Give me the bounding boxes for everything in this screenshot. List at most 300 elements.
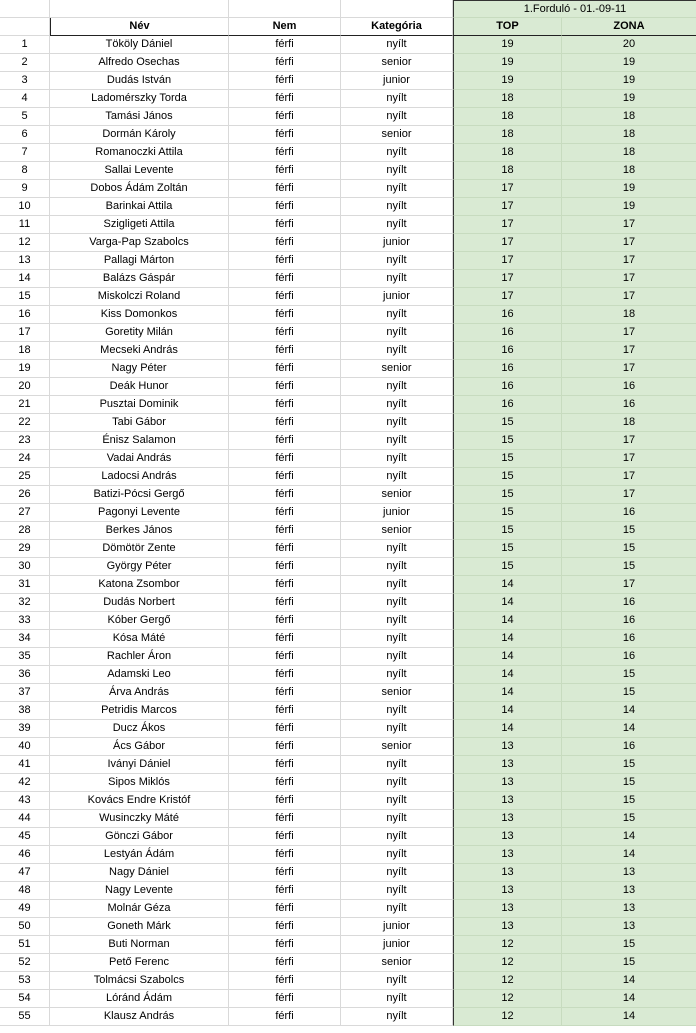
zona-score-cell[interactable]: 13 (562, 918, 696, 936)
row-number-cell[interactable]: 42 (0, 774, 50, 792)
top-score-cell[interactable]: 15 (453, 450, 562, 468)
top-score-cell[interactable]: 13 (453, 774, 562, 792)
category-cell[interactable]: senior (341, 54, 453, 72)
name-cell[interactable]: Ladocsi András (50, 468, 229, 486)
name-cell[interactable]: Ducz Ákos (50, 720, 229, 738)
name-cell[interactable]: Sipos Miklós (50, 774, 229, 792)
row-number-header[interactable] (0, 18, 50, 36)
top-score-cell[interactable]: 12 (453, 936, 562, 954)
zona-score-cell[interactable]: 17 (562, 288, 696, 306)
category-cell[interactable]: nyílt (341, 900, 453, 918)
top-score-cell[interactable]: 19 (453, 36, 562, 54)
zona-score-cell[interactable]: 13 (562, 900, 696, 918)
row-number-cell[interactable]: 3 (0, 72, 50, 90)
top-score-cell[interactable]: 13 (453, 792, 562, 810)
row-number-cell[interactable]: 15 (0, 288, 50, 306)
gender-cell[interactable]: férfi (229, 414, 341, 432)
name-cell[interactable]: Tabi Gábor (50, 414, 229, 432)
top-score-cell[interactable]: 15 (453, 522, 562, 540)
name-cell[interactable]: Miskolczi Roland (50, 288, 229, 306)
category-cell[interactable]: nyílt (341, 576, 453, 594)
zona-score-cell[interactable]: 18 (562, 414, 696, 432)
empty-cell[interactable] (0, 0, 50, 18)
name-cell[interactable]: Goretity Milán (50, 324, 229, 342)
gender-cell[interactable]: férfi (229, 936, 341, 954)
row-number-cell[interactable]: 21 (0, 396, 50, 414)
gender-cell[interactable]: férfi (229, 198, 341, 216)
name-cell[interactable]: Romanoczki Attila (50, 144, 229, 162)
name-cell[interactable]: Dormán Károly (50, 126, 229, 144)
zona-score-cell[interactable]: 17 (562, 468, 696, 486)
row-number-cell[interactable]: 17 (0, 324, 50, 342)
row-number-cell[interactable]: 14 (0, 270, 50, 288)
name-cell[interactable]: Molnár Géza (50, 900, 229, 918)
top-score-cell[interactable]: 17 (453, 198, 562, 216)
row-number-cell[interactable]: 10 (0, 198, 50, 216)
zona-score-cell[interactable]: 15 (562, 792, 696, 810)
row-number-cell[interactable]: 34 (0, 630, 50, 648)
top-score-cell[interactable]: 13 (453, 810, 562, 828)
top-score-cell[interactable]: 18 (453, 126, 562, 144)
name-cell[interactable]: Balázs Gáspár (50, 270, 229, 288)
gender-cell[interactable]: férfi (229, 162, 341, 180)
name-cell[interactable]: Dudás István (50, 72, 229, 90)
row-number-cell[interactable]: 40 (0, 738, 50, 756)
name-cell[interactable]: Buti Norman (50, 936, 229, 954)
category-cell[interactable]: senior (341, 126, 453, 144)
gender-cell[interactable]: férfi (229, 900, 341, 918)
row-number-cell[interactable]: 12 (0, 234, 50, 252)
top-score-cell[interactable]: 15 (453, 558, 562, 576)
gender-cell[interactable]: férfi (229, 252, 341, 270)
zona-score-cell[interactable]: 15 (562, 756, 696, 774)
top-score-cell[interactable]: 12 (453, 972, 562, 990)
row-number-cell[interactable]: 37 (0, 684, 50, 702)
category-cell[interactable]: senior (341, 684, 453, 702)
gender-cell[interactable]: férfi (229, 702, 341, 720)
row-number-cell[interactable]: 35 (0, 648, 50, 666)
name-cell[interactable]: Kósa Máté (50, 630, 229, 648)
gender-cell[interactable]: férfi (229, 180, 341, 198)
gender-cell[interactable]: férfi (229, 738, 341, 756)
row-number-cell[interactable]: 4 (0, 90, 50, 108)
zona-score-cell[interactable]: 14 (562, 1008, 696, 1026)
gender-cell[interactable]: férfi (229, 450, 341, 468)
category-cell[interactable]: nyílt (341, 180, 453, 198)
category-cell[interactable]: junior (341, 234, 453, 252)
zona-score-cell[interactable]: 20 (562, 36, 696, 54)
category-cell[interactable]: nyílt (341, 414, 453, 432)
name-cell[interactable]: Varga-Pap Szabolcs (50, 234, 229, 252)
top-score-cell[interactable]: 12 (453, 954, 562, 972)
top-score-cell[interactable]: 14 (453, 630, 562, 648)
zona-score-cell[interactable]: 17 (562, 486, 696, 504)
category-cell[interactable]: nyílt (341, 720, 453, 738)
category-cell[interactable]: nyílt (341, 144, 453, 162)
zona-score-cell[interactable]: 17 (562, 342, 696, 360)
name-cell[interactable]: Énisz Salamon (50, 432, 229, 450)
name-cell[interactable]: Barinkai Attila (50, 198, 229, 216)
top-score-cell[interactable]: 16 (453, 324, 562, 342)
top-score-cell[interactable]: 18 (453, 108, 562, 126)
row-number-cell[interactable]: 44 (0, 810, 50, 828)
category-cell[interactable]: nyílt (341, 702, 453, 720)
zona-score-cell[interactable]: 18 (562, 126, 696, 144)
category-cell[interactable]: junior (341, 72, 453, 90)
gender-cell[interactable]: férfi (229, 306, 341, 324)
category-cell[interactable]: nyílt (341, 612, 453, 630)
name-cell[interactable]: Klausz András (50, 1008, 229, 1026)
gender-cell[interactable]: férfi (229, 288, 341, 306)
name-cell[interactable]: Lestyán Ádám (50, 846, 229, 864)
gender-cell[interactable]: férfi (229, 540, 341, 558)
top-score-cell[interactable]: 16 (453, 342, 562, 360)
row-number-cell[interactable]: 54 (0, 990, 50, 1008)
name-cell[interactable]: Nagy Péter (50, 360, 229, 378)
zona-score-cell[interactable]: 15 (562, 684, 696, 702)
category-cell[interactable]: nyílt (341, 378, 453, 396)
category-cell[interactable]: nyílt (341, 90, 453, 108)
top-score-cell[interactable]: 13 (453, 756, 562, 774)
name-cell[interactable]: Gönczi Gábor (50, 828, 229, 846)
gender-cell[interactable]: férfi (229, 972, 341, 990)
name-cell[interactable]: Árva András (50, 684, 229, 702)
category-cell[interactable]: nyílt (341, 774, 453, 792)
zona-score-cell[interactable]: 16 (562, 630, 696, 648)
name-cell[interactable]: Iványi Dániel (50, 756, 229, 774)
row-number-cell[interactable]: 47 (0, 864, 50, 882)
category-cell[interactable]: nyílt (341, 36, 453, 54)
gender-cell[interactable]: férfi (229, 648, 341, 666)
top-score-cell[interactable]: 15 (453, 468, 562, 486)
zona-score-cell[interactable]: 17 (562, 432, 696, 450)
gender-cell[interactable]: férfi (229, 954, 341, 972)
row-number-cell[interactable]: 5 (0, 108, 50, 126)
name-cell[interactable]: Kiss Domonkos (50, 306, 229, 324)
gender-cell[interactable]: férfi (229, 792, 341, 810)
category-cell[interactable]: nyílt (341, 882, 453, 900)
gender-cell[interactable]: férfi (229, 522, 341, 540)
row-number-cell[interactable]: 25 (0, 468, 50, 486)
category-cell[interactable]: nyílt (341, 450, 453, 468)
category-cell[interactable]: nyílt (341, 648, 453, 666)
empty-cell[interactable] (229, 0, 341, 18)
category-cell[interactable]: nyílt (341, 972, 453, 990)
category-cell[interactable]: nyílt (341, 540, 453, 558)
name-cell[interactable]: Adamski Leo (50, 666, 229, 684)
category-cell[interactable]: nyílt (341, 162, 453, 180)
zona-score-cell[interactable]: 15 (562, 666, 696, 684)
zona-score-cell[interactable]: 18 (562, 162, 696, 180)
name-cell[interactable]: Mecseki András (50, 342, 229, 360)
category-cell[interactable]: senior (341, 738, 453, 756)
category-cell[interactable]: nyílt (341, 792, 453, 810)
gender-cell[interactable]: férfi (229, 918, 341, 936)
zona-score-cell[interactable]: 19 (562, 180, 696, 198)
top-score-cell[interactable]: 14 (453, 684, 562, 702)
top-score-cell[interactable]: 14 (453, 648, 562, 666)
gender-cell[interactable]: férfi (229, 486, 341, 504)
row-number-cell[interactable]: 2 (0, 54, 50, 72)
name-cell[interactable]: György Péter (50, 558, 229, 576)
top-score-cell[interactable]: 18 (453, 144, 562, 162)
row-number-cell[interactable]: 24 (0, 450, 50, 468)
top-score-cell[interactable]: 18 (453, 162, 562, 180)
row-number-cell[interactable]: 6 (0, 126, 50, 144)
row-number-cell[interactable]: 23 (0, 432, 50, 450)
zona-score-cell[interactable]: 15 (562, 540, 696, 558)
gender-cell[interactable]: férfi (229, 774, 341, 792)
top-score-cell[interactable]: 17 (453, 234, 562, 252)
category-cell[interactable]: junior (341, 504, 453, 522)
name-cell[interactable]: Katona Zsombor (50, 576, 229, 594)
zona-score-cell[interactable]: 15 (562, 936, 696, 954)
top-score-cell[interactable]: 14 (453, 576, 562, 594)
name-cell[interactable]: Pagonyi Levente (50, 504, 229, 522)
gender-cell[interactable]: férfi (229, 666, 341, 684)
category-cell[interactable]: nyílt (341, 468, 453, 486)
gender-cell[interactable]: férfi (229, 882, 341, 900)
top-score-cell[interactable]: 13 (453, 864, 562, 882)
name-cell[interactable]: Tolmácsi Szabolcs (50, 972, 229, 990)
category-cell[interactable]: nyílt (341, 594, 453, 612)
gender-cell[interactable]: férfi (229, 378, 341, 396)
top-score-cell[interactable]: 17 (453, 180, 562, 198)
zona-score-cell[interactable]: 17 (562, 360, 696, 378)
row-number-cell[interactable]: 41 (0, 756, 50, 774)
top-score-cell[interactable]: 15 (453, 486, 562, 504)
name-cell[interactable]: Deák Hunor (50, 378, 229, 396)
zona-score-cell[interactable]: 16 (562, 738, 696, 756)
gender-cell[interactable]: férfi (229, 126, 341, 144)
name-cell[interactable]: Wusinczky Máté (50, 810, 229, 828)
category-cell[interactable]: nyílt (341, 432, 453, 450)
zona-score-cell[interactable]: 17 (562, 252, 696, 270)
row-number-cell[interactable]: 13 (0, 252, 50, 270)
gender-cell[interactable]: férfi (229, 234, 341, 252)
name-cell[interactable]: Ács Gábor (50, 738, 229, 756)
row-number-cell[interactable]: 28 (0, 522, 50, 540)
category-cell[interactable]: senior (341, 360, 453, 378)
top-score-cell[interactable]: 13 (453, 882, 562, 900)
category-cell[interactable]: nyílt (341, 1008, 453, 1026)
row-number-cell[interactable]: 51 (0, 936, 50, 954)
row-number-cell[interactable]: 22 (0, 414, 50, 432)
top-score-cell[interactable]: 16 (453, 360, 562, 378)
row-number-cell[interactable]: 33 (0, 612, 50, 630)
zona-score-cell[interactable]: 17 (562, 216, 696, 234)
category-cell[interactable]: nyílt (341, 270, 453, 288)
gender-cell[interactable]: férfi (229, 270, 341, 288)
top-score-cell[interactable]: 16 (453, 306, 562, 324)
zona-score-cell[interactable]: 17 (562, 576, 696, 594)
top-score-cell[interactable]: 13 (453, 738, 562, 756)
top-score-cell[interactable]: 12 (453, 990, 562, 1008)
category-cell[interactable]: senior (341, 954, 453, 972)
zona-score-cell[interactable]: 14 (562, 972, 696, 990)
top-score-cell[interactable]: 17 (453, 216, 562, 234)
zona-score-cell[interactable]: 15 (562, 954, 696, 972)
category-cell[interactable]: nyílt (341, 666, 453, 684)
zona-score-cell[interactable]: 18 (562, 108, 696, 126)
gender-cell[interactable]: férfi (229, 990, 341, 1008)
category-cell[interactable]: junior (341, 918, 453, 936)
zona-score-cell[interactable]: 16 (562, 378, 696, 396)
row-number-cell[interactable]: 48 (0, 882, 50, 900)
row-number-cell[interactable]: 31 (0, 576, 50, 594)
category-cell[interactable]: senior (341, 486, 453, 504)
row-number-cell[interactable]: 46 (0, 846, 50, 864)
gender-cell[interactable]: férfi (229, 396, 341, 414)
zona-score-cell[interactable]: 14 (562, 828, 696, 846)
gender-cell[interactable]: férfi (229, 810, 341, 828)
zona-score-cell[interactable]: 18 (562, 144, 696, 162)
row-number-cell[interactable]: 16 (0, 306, 50, 324)
top-score-cell[interactable]: 19 (453, 72, 562, 90)
gender-cell[interactable]: férfi (229, 612, 341, 630)
top-score-cell[interactable]: 15 (453, 414, 562, 432)
name-cell[interactable]: Tököly Dániel (50, 36, 229, 54)
zona-score-cell[interactable]: 16 (562, 396, 696, 414)
top-score-cell[interactable]: 16 (453, 378, 562, 396)
gender-cell[interactable]: férfi (229, 576, 341, 594)
gender-cell[interactable]: férfi (229, 72, 341, 90)
row-number-cell[interactable]: 38 (0, 702, 50, 720)
name-cell[interactable]: Dobos Ádám Zoltán (50, 180, 229, 198)
category-cell[interactable]: nyílt (341, 216, 453, 234)
zona-score-cell[interactable]: 15 (562, 522, 696, 540)
gender-cell[interactable]: férfi (229, 324, 341, 342)
gender-cell[interactable]: férfi (229, 756, 341, 774)
row-number-cell[interactable]: 36 (0, 666, 50, 684)
zona-score-cell[interactable]: 13 (562, 882, 696, 900)
name-cell[interactable]: Kóber Gergő (50, 612, 229, 630)
row-number-cell[interactable]: 11 (0, 216, 50, 234)
category-cell[interactable]: nyílt (341, 828, 453, 846)
name-cell[interactable]: Ladomérszky Torda (50, 90, 229, 108)
gender-cell[interactable]: férfi (229, 360, 341, 378)
top-score-cell[interactable]: 14 (453, 666, 562, 684)
top-score-cell[interactable]: 18 (453, 90, 562, 108)
name-cell[interactable]: Kovács Endre Kristóf (50, 792, 229, 810)
name-cell[interactable]: Pető Ferenc (50, 954, 229, 972)
category-cell[interactable]: nyílt (341, 198, 453, 216)
gender-cell[interactable]: férfi (229, 720, 341, 738)
top-score-cell[interactable]: 17 (453, 252, 562, 270)
category-cell[interactable]: nyílt (341, 864, 453, 882)
top-score-cell[interactable]: 16 (453, 396, 562, 414)
zona-score-cell[interactable]: 17 (562, 450, 696, 468)
gender-cell[interactable]: férfi (229, 54, 341, 72)
gender-cell[interactable]: férfi (229, 1008, 341, 1026)
name-cell[interactable]: Rachler Áron (50, 648, 229, 666)
zona-score-cell[interactable]: 19 (562, 90, 696, 108)
row-number-cell[interactable]: 20 (0, 378, 50, 396)
gender-cell[interactable]: férfi (229, 144, 341, 162)
gender-cell[interactable]: férfi (229, 36, 341, 54)
row-number-cell[interactable]: 26 (0, 486, 50, 504)
zona-score-cell[interactable]: 16 (562, 648, 696, 666)
category-cell[interactable]: nyílt (341, 990, 453, 1008)
top-score-cell[interactable]: 13 (453, 900, 562, 918)
row-number-cell[interactable]: 29 (0, 540, 50, 558)
category-cell[interactable]: nyílt (341, 630, 453, 648)
name-cell[interactable]: Dudás Norbert (50, 594, 229, 612)
category-cell[interactable]: junior (341, 936, 453, 954)
name-cell[interactable]: Berkes János (50, 522, 229, 540)
row-number-cell[interactable]: 53 (0, 972, 50, 990)
category-cell[interactable]: nyílt (341, 252, 453, 270)
gender-cell[interactable]: férfi (229, 630, 341, 648)
top-score-cell[interactable]: 14 (453, 612, 562, 630)
gender-cell[interactable]: férfi (229, 90, 341, 108)
zona-score-cell[interactable]: 16 (562, 612, 696, 630)
category-cell[interactable]: nyílt (341, 846, 453, 864)
row-number-cell[interactable]: 32 (0, 594, 50, 612)
zona-score-cell[interactable]: 19 (562, 72, 696, 90)
top-score-cell[interactable]: 17 (453, 288, 562, 306)
name-cell[interactable]: Dömötör Zente (50, 540, 229, 558)
name-cell[interactable]: Goneth Márk (50, 918, 229, 936)
top-score-cell[interactable]: 15 (453, 540, 562, 558)
row-number-cell[interactable]: 50 (0, 918, 50, 936)
top-score-cell[interactable]: 13 (453, 828, 562, 846)
name-cell[interactable]: Petridis Marcos (50, 702, 229, 720)
row-number-cell[interactable]: 9 (0, 180, 50, 198)
gender-cell[interactable]: férfi (229, 594, 341, 612)
zona-score-cell[interactable]: 17 (562, 234, 696, 252)
zona-score-cell[interactable]: 13 (562, 864, 696, 882)
top-score-cell[interactable]: 14 (453, 720, 562, 738)
row-number-cell[interactable]: 45 (0, 828, 50, 846)
row-number-cell[interactable]: 30 (0, 558, 50, 576)
zona-score-cell[interactable]: 19 (562, 54, 696, 72)
name-cell[interactable]: Vadai András (50, 450, 229, 468)
round-title-cell[interactable]: 1.Forduló - 01.-09-11 (453, 0, 696, 18)
row-number-cell[interactable]: 52 (0, 954, 50, 972)
row-number-cell[interactable]: 1 (0, 36, 50, 54)
zona-score-cell[interactable]: 14 (562, 990, 696, 1008)
name-cell[interactable]: Szigligeti Attila (50, 216, 229, 234)
zona-score-cell[interactable]: 16 (562, 504, 696, 522)
zona-score-cell[interactable]: 15 (562, 774, 696, 792)
empty-cell[interactable] (341, 0, 453, 18)
name-cell[interactable]: Alfredo Osechas (50, 54, 229, 72)
zona-score-cell[interactable]: 16 (562, 594, 696, 612)
top-score-cell[interactable]: 17 (453, 270, 562, 288)
gender-cell[interactable]: férfi (229, 108, 341, 126)
row-number-cell[interactable]: 39 (0, 720, 50, 738)
gender-cell[interactable]: férfi (229, 342, 341, 360)
row-number-cell[interactable]: 7 (0, 144, 50, 162)
top-score-cell[interactable]: 13 (453, 846, 562, 864)
name-cell[interactable]: Nagy Levente (50, 882, 229, 900)
name-cell[interactable]: Batizi-Pócsi Gergő (50, 486, 229, 504)
category-cell[interactable]: nyílt (341, 756, 453, 774)
header-name[interactable]: Név (50, 18, 229, 36)
zona-score-cell[interactable]: 19 (562, 198, 696, 216)
zona-score-cell[interactable]: 18 (562, 306, 696, 324)
top-score-cell[interactable]: 13 (453, 918, 562, 936)
category-cell[interactable]: nyílt (341, 810, 453, 828)
name-cell[interactable]: Pallagi Márton (50, 252, 229, 270)
zona-score-cell[interactable]: 17 (562, 324, 696, 342)
row-number-cell[interactable]: 18 (0, 342, 50, 360)
category-cell[interactable]: nyílt (341, 324, 453, 342)
header-category[interactable]: Kategória (341, 18, 453, 36)
zona-score-cell[interactable]: 15 (562, 558, 696, 576)
gender-cell[interactable]: férfi (229, 828, 341, 846)
